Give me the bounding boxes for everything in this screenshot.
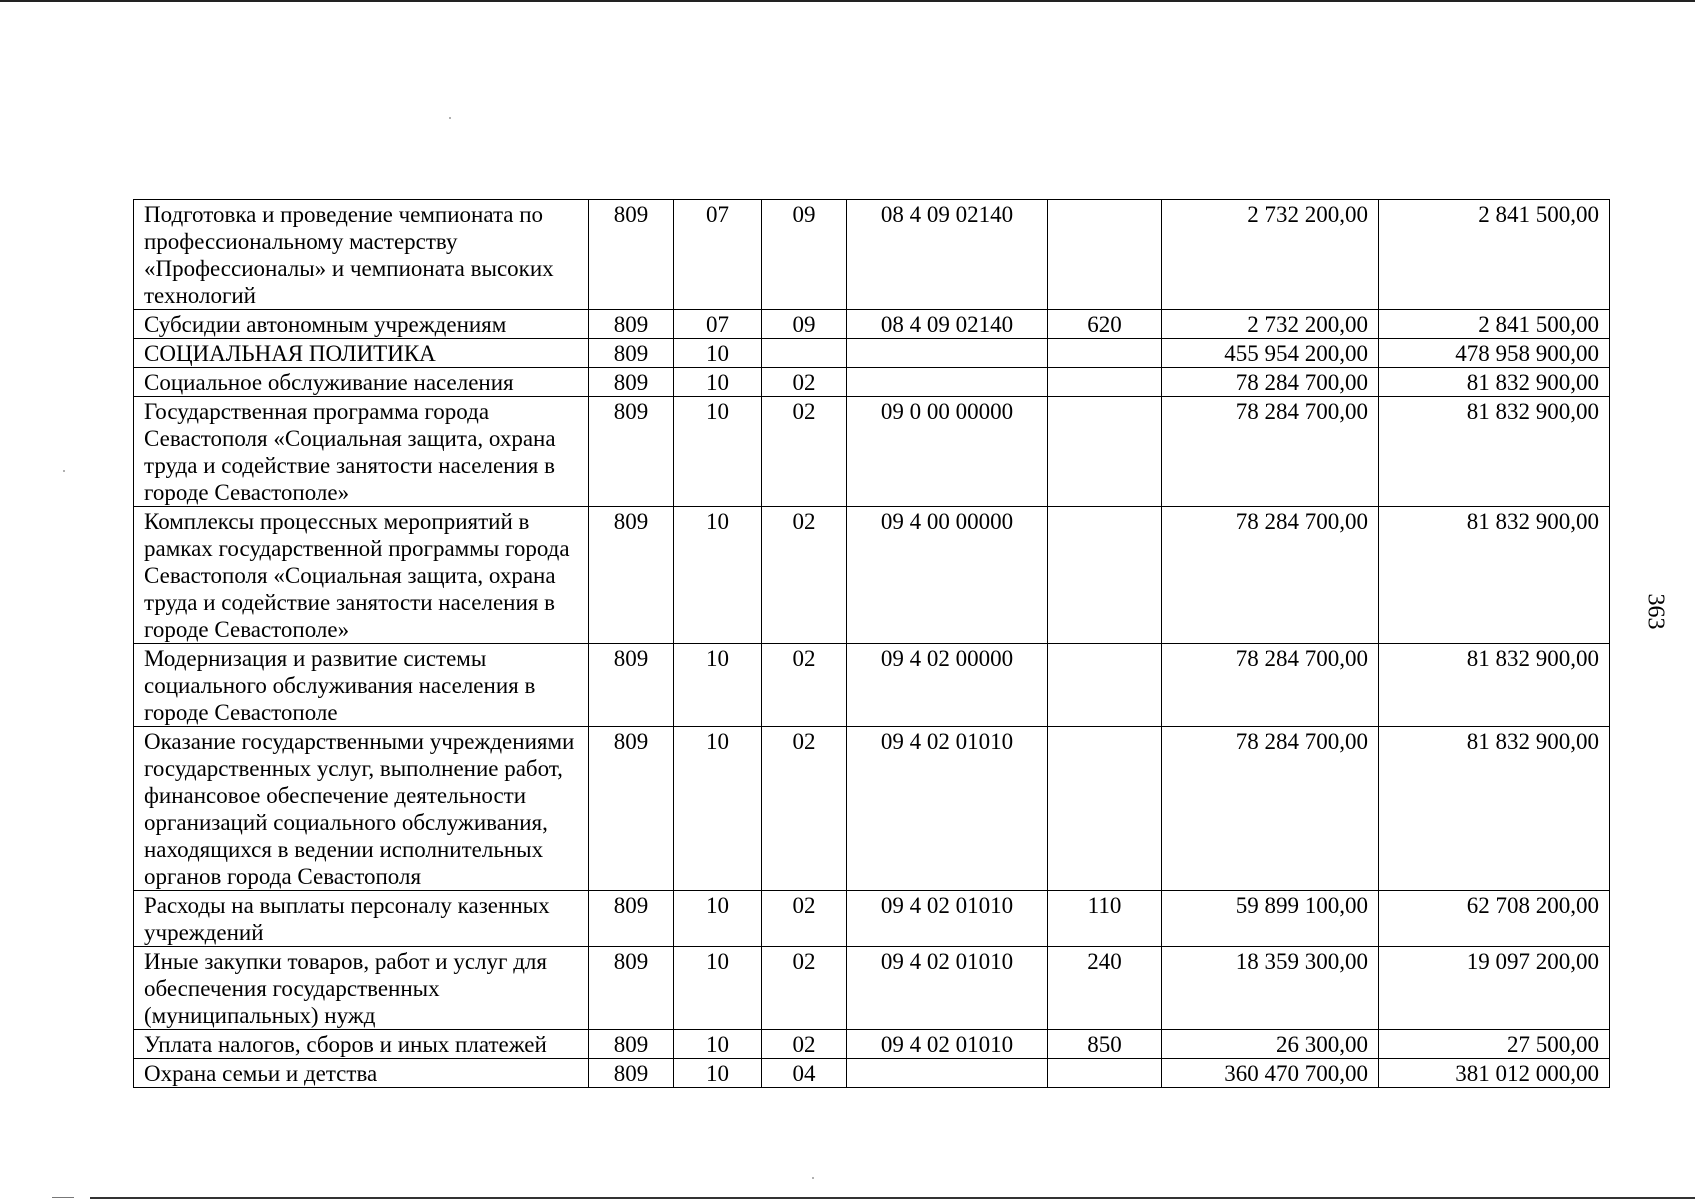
cell-expense-type <box>1048 339 1162 368</box>
cell-name: Социальное обслуживание населения <box>134 368 589 397</box>
cell-ved-code: 809 <box>589 200 674 310</box>
cell-subsection-code: 09 <box>762 200 847 310</box>
cell-expense-type <box>1048 644 1162 727</box>
cell-name: Оказание государственными учреждениями государственных услуг, выполнение работ, финансовое обеспечение деятельности организаций социального обслуживания, находящихся в ведении исполнительных органов города Севастополя <box>134 727 589 891</box>
cell-name: Уплата налогов, сборов и иных платежей <box>134 1030 589 1059</box>
cell-subsection-code: 02 <box>762 947 847 1030</box>
cell-amount-year1: 78 284 700,00 <box>1162 397 1379 507</box>
table-row <box>134 947 1610 1030</box>
cell-name: Иные закупки товаров, работ и услуг для обеспечения государственных (муниципальных) нужд <box>134 947 589 1030</box>
scan-speck <box>63 470 65 472</box>
cell-amount-year2: 27 500,00 <box>1379 1030 1610 1059</box>
cell-expense-type <box>1048 368 1162 397</box>
cell-expense-type: 620 <box>1048 310 1162 339</box>
cell-amount-year1: 18 359 300,00 <box>1162 947 1379 1030</box>
cell-subsection-code: 02 <box>762 891 847 947</box>
cell-amount-year2: 81 832 900,00 <box>1379 397 1610 507</box>
cell-name: Субсидии автономным учреждениям <box>134 310 589 339</box>
cell-amount-year1: 59 899 100,00 <box>1162 891 1379 947</box>
cell-ved-code: 809 <box>589 339 674 368</box>
cell-target-article: 08 4 09 02140 <box>847 310 1048 339</box>
cell-subsection-code: 02 <box>762 644 847 727</box>
cell-expense-type <box>1048 200 1162 310</box>
cell-amount-year2: 2 841 500,00 <box>1379 310 1610 339</box>
cell-ved-code: 809 <box>589 507 674 644</box>
cell-subsection-code: 02 <box>762 368 847 397</box>
table-row <box>134 310 1610 339</box>
cell-ved-code: 809 <box>589 644 674 727</box>
cell-target-article: 08 4 09 02140 <box>847 200 1048 310</box>
table-row <box>134 200 1610 310</box>
cell-section-code: 10 <box>674 1030 762 1059</box>
cell-amount-year1: 78 284 700,00 <box>1162 644 1379 727</box>
cell-ved-code: 809 <box>589 1030 674 1059</box>
cell-expense-type <box>1048 397 1162 507</box>
page-number: 363 <box>1642 593 1669 630</box>
cell-target-article: 09 4 02 00000 <box>847 644 1048 727</box>
cell-target-article <box>847 339 1048 368</box>
cell-amount-year2: 381 012 000,00 <box>1379 1059 1610 1088</box>
cell-ved-code: 809 <box>589 397 674 507</box>
cell-target-article: 09 4 02 01010 <box>847 891 1048 947</box>
cell-amount-year2: 2 841 500,00 <box>1379 200 1610 310</box>
cell-expense-type: 240 <box>1048 947 1162 1030</box>
table-row <box>134 397 1610 507</box>
cell-name: Подготовка и проведение чемпионата по профессиональному мастерству «Профессионалы» и чемпионата высоких технологий <box>134 200 589 310</box>
cell-name: СОЦИАЛЬНАЯ ПОЛИТИКА <box>134 339 589 368</box>
cell-subsection-code: 09 <box>762 310 847 339</box>
cell-expense-type <box>1048 507 1162 644</box>
cell-subsection-code: 02 <box>762 1030 847 1059</box>
bottom-border-line <box>90 1197 1695 1199</box>
table-row <box>134 891 1610 947</box>
cell-expense-type: 110 <box>1048 891 1162 947</box>
cell-name: Государственная программа города Севастополя «Социальная защита, охрана труда и содействие занятости населения в городе Севастополе» <box>134 397 589 507</box>
cell-section-code: 10 <box>674 1059 762 1088</box>
cell-amount-year2: 62 708 200,00 <box>1379 891 1610 947</box>
cell-amount-year1: 2 732 200,00 <box>1162 310 1379 339</box>
cell-name: Комплексы процессных мероприятий в рамках государственной программы города Севастополя «Социальная защита, охрана труда и содействие занятости населения в городе Севастополе» <box>134 507 589 644</box>
scan-speck <box>812 1177 814 1179</box>
cell-target-article: 09 4 00 00000 <box>847 507 1048 644</box>
cell-section-code: 10 <box>674 368 762 397</box>
cell-section-code: 07 <box>674 200 762 310</box>
cell-section-code: 10 <box>674 397 762 507</box>
cell-subsection-code: 02 <box>762 507 847 644</box>
cell-amount-year1: 360 470 700,00 <box>1162 1059 1379 1088</box>
cell-amount-year1: 78 284 700,00 <box>1162 507 1379 644</box>
cell-target-article <box>847 1059 1048 1088</box>
cell-section-code: 07 <box>674 310 762 339</box>
cell-target-article <box>847 368 1048 397</box>
table-row <box>134 1030 1610 1059</box>
cell-ved-code: 809 <box>589 727 674 891</box>
table-row <box>134 339 1610 368</box>
top-border-line <box>0 0 1695 2</box>
cell-expense-type <box>1048 1059 1162 1088</box>
cell-amount-year2: 81 832 900,00 <box>1379 368 1610 397</box>
cell-target-article: 09 4 02 01010 <box>847 947 1048 1030</box>
cell-expense-type <box>1048 727 1162 891</box>
table-row <box>134 644 1610 727</box>
cell-expense-type: 850 <box>1048 1030 1162 1059</box>
table-row <box>134 727 1610 891</box>
cell-target-article: 09 0 00 00000 <box>847 397 1048 507</box>
cell-target-article: 09 4 02 01010 <box>847 1030 1048 1059</box>
table-row <box>134 368 1610 397</box>
cell-amount-year2: 81 832 900,00 <box>1379 507 1610 644</box>
cell-section-code: 10 <box>674 947 762 1030</box>
cell-subsection-code: 04 <box>762 1059 847 1088</box>
cell-amount-year1: 2 732 200,00 <box>1162 200 1379 310</box>
cell-amount-year2: 19 097 200,00 <box>1379 947 1610 1030</box>
cell-ved-code: 809 <box>589 310 674 339</box>
cell-section-code: 10 <box>674 507 762 644</box>
cell-section-code: 10 <box>674 339 762 368</box>
table-row <box>134 507 1610 644</box>
cell-name: Расходы на выплаты персоналу казенных учреждений <box>134 891 589 947</box>
cell-amount-year1: 26 300,00 <box>1162 1030 1379 1059</box>
budget-table <box>133 199 1610 1088</box>
cell-section-code: 10 <box>674 891 762 947</box>
cell-ved-code: 809 <box>589 1059 674 1088</box>
cell-name: Модернизация и развитие системы социального обслуживания населения в городе Севастополе <box>134 644 589 727</box>
cell-subsection-code: 02 <box>762 397 847 507</box>
cell-target-article: 09 4 02 01010 <box>847 727 1048 891</box>
cell-subsection-code <box>762 339 847 368</box>
table-row <box>134 1059 1610 1088</box>
cell-amount-year1: 455 954 200,00 <box>1162 339 1379 368</box>
cell-section-code: 10 <box>674 644 762 727</box>
cell-ved-code: 809 <box>589 947 674 1030</box>
cell-amount-year2: 81 832 900,00 <box>1379 727 1610 891</box>
cell-section-code: 10 <box>674 727 762 891</box>
cell-amount-year2: 478 958 900,00 <box>1379 339 1610 368</box>
cell-ved-code: 809 <box>589 891 674 947</box>
cell-subsection-code: 02 <box>762 727 847 891</box>
cell-name: Охрана семьи и детства <box>134 1059 589 1088</box>
bottom-edge-mark <box>52 1197 74 1198</box>
cell-ved-code: 809 <box>589 368 674 397</box>
scan-speck <box>449 117 451 119</box>
cell-amount-year2: 81 832 900,00 <box>1379 644 1610 727</box>
cell-amount-year1: 78 284 700,00 <box>1162 368 1379 397</box>
cell-amount-year1: 78 284 700,00 <box>1162 727 1379 891</box>
budget-table-body <box>134 200 1610 1088</box>
